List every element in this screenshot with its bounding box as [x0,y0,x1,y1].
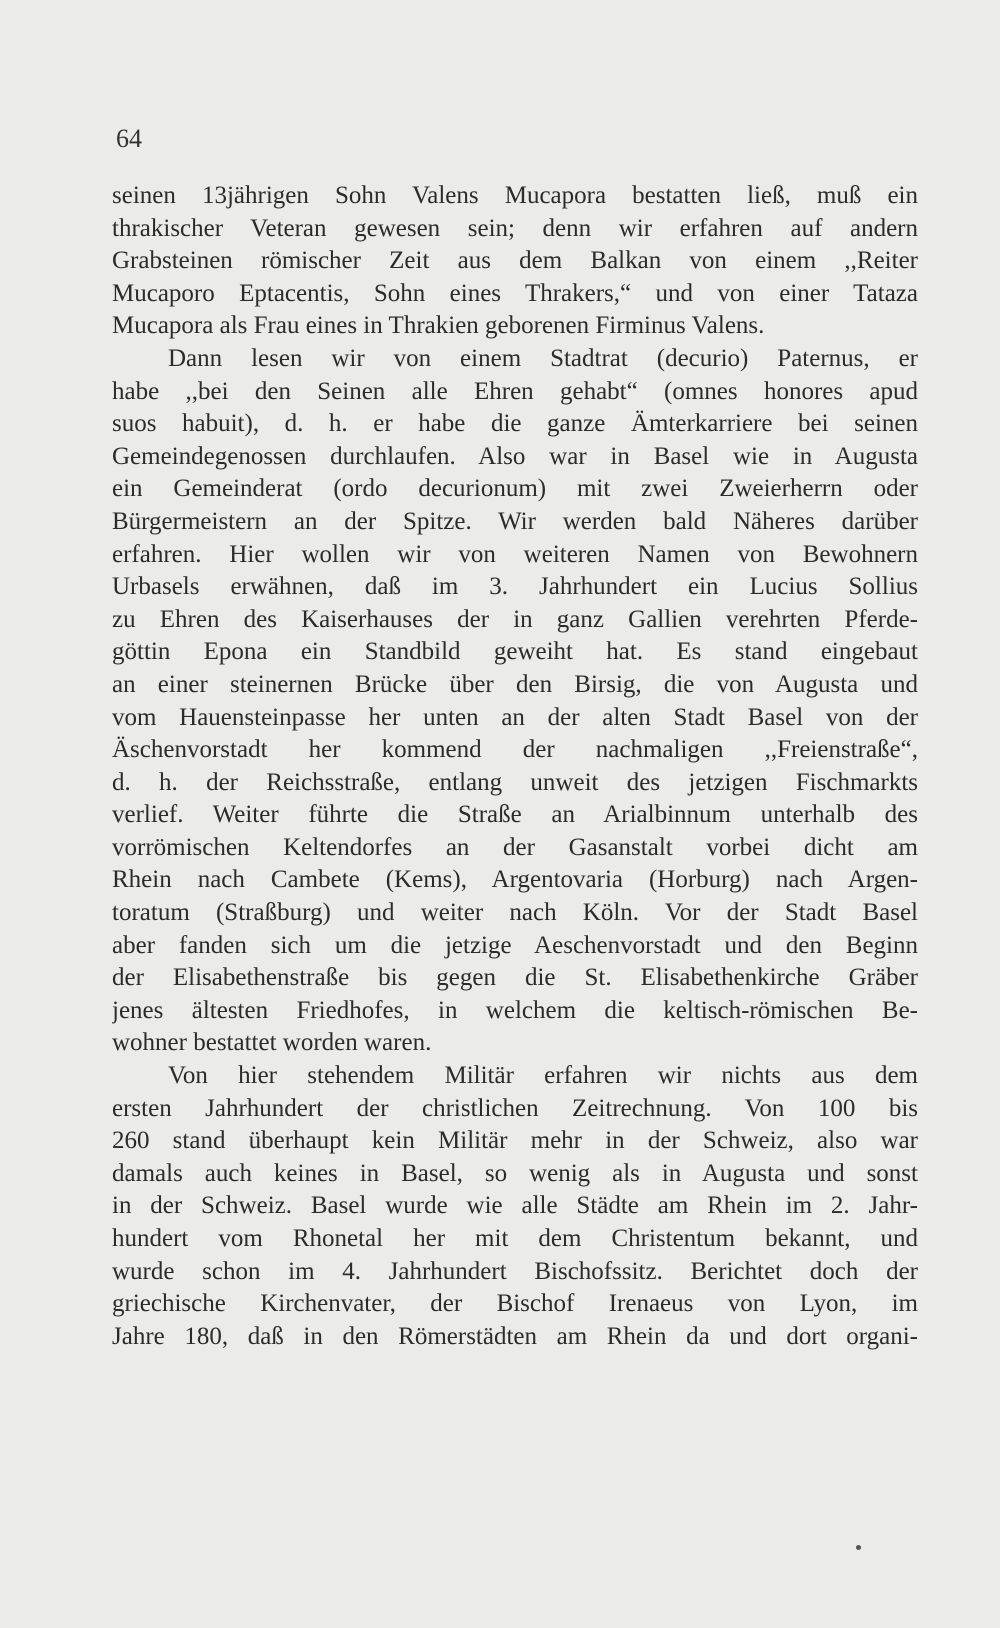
text-line: 260 stand überhaupt kein Militär mehr in der Schweiz, also war [112,1127,918,1155]
text-line: thrakischer Veteran gewesen sein; denn wir erfahren auf andern [112,214,918,242]
ink-speck [856,1545,861,1550]
text-line: Rhein nach Cambete (Kems), Argentovaria (Horburg) nach Argen- [112,866,918,894]
text-line: Bürgermeistern an der Spitze. Wir werden bald Näheres darüber [112,507,918,535]
text-line: Grabsteinen römischer Zeit aus dem Balkan von einem ,,Reiter [112,247,918,275]
text-line: Äschenvorstadt her kommend der nachmaligen ,,Freienstraße“, [112,736,918,764]
text-line: zu Ehren des Kaiserhauses der in ganz Gallien verehrten Pferde- [112,605,918,633]
text-line: Von hier stehendem Militär erfahren wir nichts aus dem [168,1062,918,1090]
text-line: griechische Kirchenvater, der Bischof Irenaeus von Lyon, im [112,1290,918,1318]
text-line: an einer steinernen Brücke über den Birsig, die von Augusta und [112,670,918,698]
text-line: d. h. der Reichsstraße, entlang unweit des jetzigen Fischmarkts [112,768,918,796]
text-line: verlief. Weiter führte die Straße an Arialbinnum unterhalb des [112,801,918,829]
page-number: 64 [116,124,142,153]
text-line: in der Schweiz. Basel wurde wie alle Städte am Rhein im 2. Jahr- [112,1192,918,1220]
text-line: Mucaporo Eptacentis, Sohn eines Thrakers,“ und von einer Tataza [112,279,918,307]
text-line: ein Gemeinderat (ordo decurionum) mit zwei Zweierherrn oder [112,475,918,503]
text-line: der Elisabethenstraße bis gegen die St. Elisabethenkirche Gräber [112,964,918,992]
text-line: Urbasels erwähnen, daß im 3. Jahrhundert ein Lucius Sollius [112,573,918,601]
text-line: wohner bestattet worden waren. [112,1029,432,1057]
text-line: erfahren. Hier wollen wir von weiteren Namen von Bewohnern [112,540,918,568]
text-line: Mucapora als Frau eines in Thrakien geborenen Firminus Valens. [112,312,765,340]
text-line: vom Hauensteinpasse her unten an der alten Stadt Basel von der [112,703,918,731]
text-line: toratum (Straßburg) und weiter nach Köln. Vor der Stadt Basel [112,899,918,927]
text-line: jenes ältesten Friedhofes, in welchem die keltisch-römischen Be- [112,996,918,1024]
text-line: Jahre 180, daß in den Römerstädten am Rhein da und dort organi- [112,1322,918,1350]
text-line: hundert vom Rhonetal her mit dem Christentum bekannt, und [112,1225,918,1252]
text-line: habe ,,bei den Seinen alle Ehren gehabt“ (omnes honores apud [112,377,918,405]
text-line: damals auch keines in Basel, so wenig als in Augusta und sonst [112,1159,918,1187]
text-line: Dann lesen wir von einem Stadtrat (decurio) Paternus, er [168,344,918,372]
text-line: ersten Jahrhundert der christlichen Zeitrechnung. Von 100 bis [112,1094,918,1122]
text-line: göttin Epona ein Standbild geweiht hat. Es stand eingebaut [112,638,918,666]
text-line: Gemeindegenossen durchlaufen. Also war in Basel wie in Augusta [112,442,918,470]
text-line: wurde schon im 4. Jahrhundert Bischofssitz. Berichtet doch der [112,1257,918,1285]
text-line: suos habuit), d. h. er habe die ganze Ämterkarriere bei seinen [112,410,918,438]
text-line: seinen 13jährigen Sohn Valens Mucapora bestatten ließ, muß ein [112,182,918,209]
text-line: aber fanden sich um die jetzige Aeschenvorstadt und den Beginn [112,931,918,959]
text-line: vorrömischen Keltendorfes an der Gasanstalt vorbei dicht am [112,833,918,861]
body-text [112,180,918,1353]
